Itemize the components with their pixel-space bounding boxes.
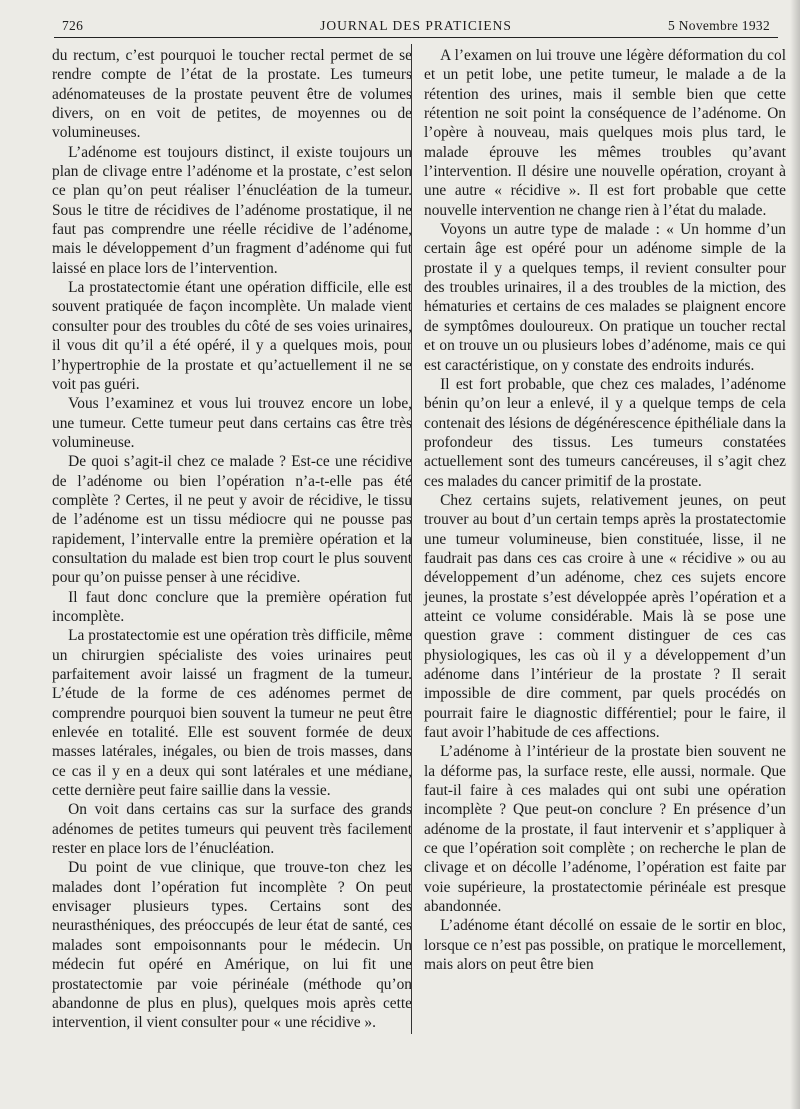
paragraph: Vous l’examinez et vous lui trouvez encore un lobe, une tumeur. Cette tumeur peut dans certains cas être très volumineuse. [52, 395, 412, 451]
paragraph: Chez certains sujets, relativement jeunes, on peut trouver au bout d’un certain temps après la prostatectomie une tumeur volumineuse, bien constituée, lisse, il ne faudrait pas dans ces cas croire à une « récidive » ou au développement d’un adénome, chez ces sujets encore jeunes, la prostate s’est développée après l’opération et a atteint ce volume considérable. Mais là se pose une question grave : comment distinguer de ces cas physiologiques, les cas où il y a développement d’un adénome dans l’intérieur de la prostate ? Il serait impossible de dire comment, par quels procédés on pourrait faire le diagnostic différentiel; pour le faire, il faut avoir l’habitude de ces affections. [424, 491, 786, 742]
paragraph: Il est fort probable, que chez ces malades, l’adénome bénin qu’on leur a enlevé, il y a quelque temps de cela contenait des lésions de dégénérescence épithéliale dans la profondeur des tissus. Les tumeurs constatées actuellement sont des tumeurs cancéreuses, il s’agit chez ces malades du cancer primitif de la prostate. [424, 375, 786, 490]
running-header [62, 14, 770, 36]
paragraph: On voit dans certains cas sur la surface des grands adénomes de petites tumeurs qui peuvent très facilement rester en place lors de l’énucléation. [52, 801, 412, 858]
left-column [52, 46, 412, 1033]
header-rule [54, 37, 778, 38]
journal-title: JOURNAL DES PRATICIENS [320, 18, 512, 33]
column-divider [411, 44, 412, 1034]
issue-date: 5 Novembre 1932 [668, 18, 770, 33]
paragraph: De quoi s’agit-il chez ce malade ? Est-ce une récidive de l’adénome ou bien l’opération n’a-t-elle pas été complète ? Certes, il ne peut y avoir de récidive, le tissu de l’adénome est un tissu médiocre qui ne pousse pas rapidement, l’intervalle entre la première opération et la consultation du malade est bien trop court le plus souvent pour qu’on puisse penser à une récidive. [52, 453, 412, 587]
paragraph: Voyons un autre type de malade : « Un homme d’un certain âge est opéré pour un adénome simple de la prostate il y a quelques temps, il revient consulter pour des troubles urinaires, il a des troubles de la miction, des hématuries et certains de ces malades se plaignent encore de symptômes douloureux. On pratique un toucher rectal et on trouve un ou plusieurs lobes d’adénome, mais ce qui est caractéristique, on y constate des endroits indurés. [424, 221, 786, 374]
right-column [424, 46, 786, 975]
paragraph: L’adénome à l’intérieur de la prostate bien souvent ne la déforme pas, la surface reste, elle aussi, normale. Que faut-il faire à ces malades qui ont subi une opération incomplète ? Que peut-on conclure ? En présence d’un adénome de la prostate, il faut intervenir et s’appliquer à ce que l’opération soit complète ; on recherche le plan de clivage et on décolle l’adénome, l’opération est faite par voie supérieure, la prostatectomie périnéale est presque abandonnée. [424, 743, 786, 916]
page-number: 726 [62, 18, 84, 33]
paragraph: A l’examen on lui trouve une légère déformation du col et un petit lobe, une petite tumeur, le malade a de la rétention des urines, mais il semble bien que cette rétention ne soit point la conséquence de l’adénome. On l’opère à nouveau, mais quelques mois plus tard, le malade éprouve les mêmes troubles qu’avant l’intervention. Il désire une nouvelle opération, croyant à une autre « récidive ». Il est fort probable que cette nouvelle intervention ne change rien à l’état du malade. [424, 47, 786, 219]
paragraph: L’adénome est toujours distinct, il existe toujours un plan de clivage entre l’adénome et la prostate, c’est selon ce plan qu’on peut réaliser l’énucléation de la tumeur. Sous le titre de récidives de l’adénome prostatique, il ne faut pas comprendre une réelle récidive de l’adénome, mais le développement d’un fragment d’adénome qui fut laissé en place lors de l’intervention. [52, 143, 412, 277]
paragraph: du rectum, c’est pourquoi le toucher rectal permet de se rendre compte de l’état de la prostate. Les tumeurs adénomateuses de la prostate peuvent être de volumes divers, on en voit de petites, de moyennes ou de volumineuses. [52, 47, 412, 142]
paragraph: L’adénome étant décollé on essaie de le sortir en bloc, lorsque ce n’est pas possible, on pratique le morcellement, mais alors on peut être bien [424, 917, 786, 974]
paragraph: La prostatectomie est une opération très difficile, même un chirurgien spécialiste des voies urinaires peut parfaitement avoir laissé un fragment de la tumeur. L’étude de la forme de ces adénomes permet de comprendre pourquoi bien souvent la tumeur ne peut être enlevée en totalité. Elle est souvent formée de deux masses latérales, inégales, ou bien de trois masses, dans ce cas il y en a deux qui sont latérales et une médiane, cette dernière peut faire saillie dans la vessie. [52, 627, 412, 800]
paragraph: Il faut donc conclure que la première opération fut incomplète. [52, 588, 412, 625]
paragraph: Du point de vue clinique, que trouve-ton chez les malades dont l’opération fut incomplète ? On peut envisager plusieurs types. Certains sont des neurasthéniques, des préoccupés de leur état de santé, ces malades sont empoisonnants pour le médecin. Un médecin fut opéré en Amérique, on lui fit une prostatectomie par voie périnéale (méthode qu’on abandonne de plus en plus), quelques mois après cette intervention, il vient consulter pour « une récidive ». [52, 859, 412, 1032]
paragraph: La prostatectomie étant une opération difficile, elle est souvent pratiquée de façon incomplète. Un malade vient consulter pour des troubles du côté de ses voies urinaires, il vous dit qu’il a été opéré, il y a quelques mois, pour l’hypertrophie de la prostate et qu’actuellement il ne se voit pas guéri. [52, 279, 412, 393]
page-edge-shadow [790, 0, 800, 1109]
